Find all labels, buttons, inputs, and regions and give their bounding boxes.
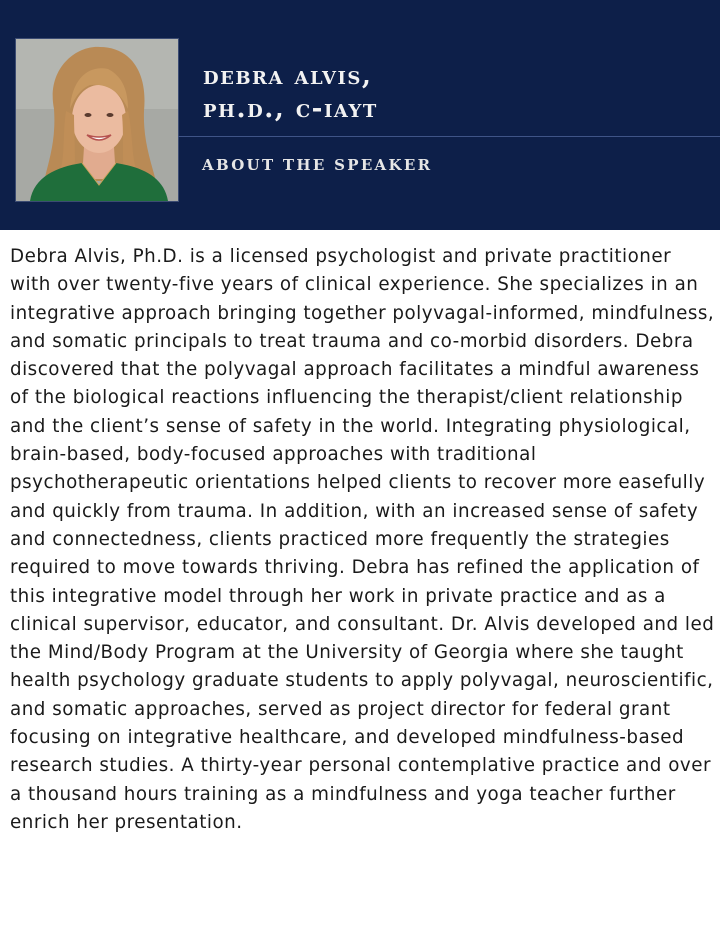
speaker-photo	[15, 38, 179, 202]
section-subtitle: ABOUT THE SPEAKER	[202, 156, 433, 174]
speaker-name	[203, 60, 378, 126]
speaker-header-banner	[0, 0, 720, 230]
speaker-bio: Debra Alvis, Ph.D. is a licensed psychologist and private practitioner with over twenty-five years of clinical experience. She specializes in an integrative approach bringing together polyvagal-informed, mindfulness, and somatic principals to treat trauma and co-morbid disorders. Debra discovered that the polyvagal approach facilitates a mindful awareness of the biological reactions influencing the therapist/client relationship and the client’s sense of safety in the world. Integrating physiological, brain-based, body-focused approaches with traditional psychotherapeutic orientations helped clients to recover more easefully and quickly from trauma. In addition, with an increased sense of safety and connectedness, clients practiced more frequently the strategies required to move towards thriving. Debra has refined the application of this integrative model through her work in private practice and as a clinical supervisor, educator, and consultant. Dr. Alvis developed and led the Mind/Body Program at the University of Georgia where she taught health psychology graduate students to apply polyvagal, neuroscientific, and somatic approaches, served as project director for federal grant focusing on integrative healthcare, and developed mindfulness-based research studies. A thirty-year personal contemplative practice and over a thousand hours training as a mindfulness and yoga teacher further enrich her presentation.	[10, 246, 715, 833]
speaker-name-line-2: ph.d., c-iayt	[203, 94, 378, 124]
speaker-name-line-1: debra alvis,	[203, 61, 373, 91]
header-divider	[178, 136, 720, 137]
